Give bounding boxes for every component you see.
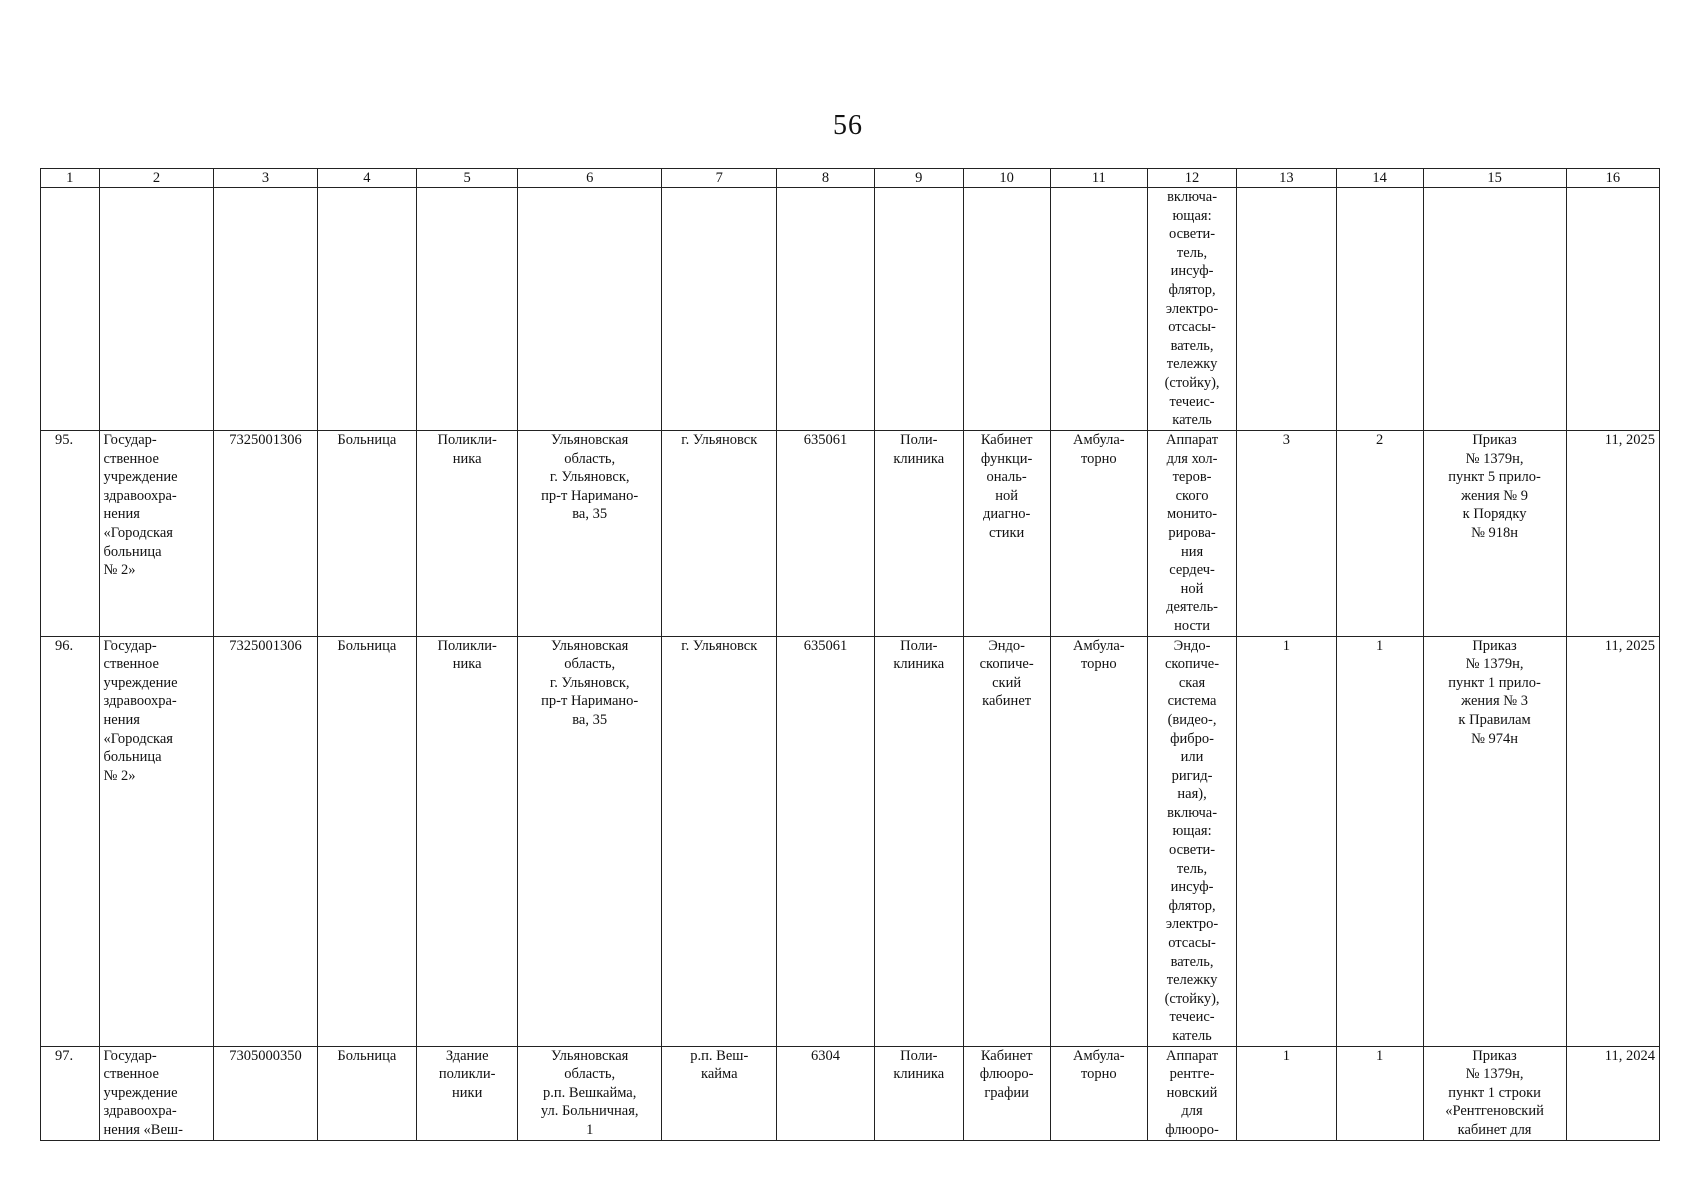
inn-cell: 7325001306 <box>229 637 302 654</box>
table-row-95 <box>41 431 1660 637</box>
inn-cell: 7305000350 <box>229 1047 302 1064</box>
code-cell: 635061 <box>803 432 848 448</box>
column-header: 5 <box>417 169 518 188</box>
row-number-cell: 95. <box>55 432 74 448</box>
column-header: 1 <box>41 169 100 188</box>
building-cell: Поликли- ника <box>437 432 497 467</box>
code-cell: 635061 <box>803 637 848 654</box>
legal-basis-cell: Приказ № 1379н, пункт 1 строки «Рентгеновский кабинет для <box>1445 1047 1544 1138</box>
column-header: 6 <box>518 169 662 188</box>
column-header: 15 <box>1423 169 1566 188</box>
row-number-cell: 96. <box>55 637 74 654</box>
locality-cell: г. Ульяновск <box>681 637 758 654</box>
building-cell: Здание поликли- ники <box>438 1047 496 1101</box>
quantity-required-cell: 3 <box>1282 432 1290 448</box>
institution-cell: Государ- ственное учреждение здравоохра- нения «Веш- <box>103 1047 183 1138</box>
column-header: 12 <box>1148 169 1237 188</box>
unit-cell: Поли- клиника <box>893 432 945 467</box>
term-cell: 11, 2025 <box>1604 432 1655 448</box>
building-cell: Поликли- ника <box>437 637 497 673</box>
table-row-continuation <box>41 188 1660 431</box>
column-header: 10 <box>963 169 1050 188</box>
table-row-97 <box>41 1046 1660 1140</box>
legal-basis-cell: Приказ № 1379н, пункт 1 прило- жения № 3 к Правилам № 974н <box>1448 637 1541 747</box>
institution-cell: Государ- ственное учреждение здравоохра- нения «Городская больница № 2» <box>103 637 178 784</box>
inn-cell: 7325001306 <box>229 432 302 448</box>
address-cell: Ульяновская область, г. Ульяновск, пр-т Наримано- ва, 35 <box>541 637 639 728</box>
address-cell: Ульяновская область, г. Ульяновск, пр-т Нариманo- ва, 35 <box>541 432 639 523</box>
column-header: 16 <box>1566 169 1659 188</box>
column-header: 13 <box>1237 169 1337 188</box>
legal-basis-cell: Приказ № 1379н, пункт 5 прило- жения № 9 к Порядку № 918н <box>1448 432 1541 541</box>
code-cell: 6304 <box>811 1047 841 1064</box>
facility-type-cell: Больница <box>337 637 397 654</box>
room-cell: Кабинет флюоро- графии <box>979 1047 1034 1101</box>
quantity-needed-cell: 2 <box>1376 432 1384 448</box>
equipment-cell: Аппарат для хол- теров- ского монито- рирова- ния сердеч- ной деятель- ности <box>1166 432 1219 634</box>
row-number-cell: 97. <box>55 1047 74 1064</box>
term-cell: 11, 2024 <box>1604 1047 1655 1064</box>
care-mode-cell: Амбула- торно <box>1073 1047 1125 1083</box>
column-header: 3 <box>214 169 317 188</box>
facility-type-cell: Больница <box>337 432 397 448</box>
quantity-required-cell: 1 <box>1282 637 1290 654</box>
equipment-cell: включа- ющая: освети- тель, инсуф- флятор, электро- отсасы- ватель, тележку (стойку), течеис- катель <box>1164 189 1220 429</box>
room-cell: Эндо- скопиче- ский кабинет <box>979 637 1034 710</box>
care-mode-cell: Амбула- торно <box>1073 637 1125 673</box>
column-header: 8 <box>777 169 875 188</box>
quantity-needed-cell: 1 <box>1376 637 1384 654</box>
locality-cell: р.п. Веш- кайма <box>690 1047 749 1083</box>
table-row-96 <box>41 636 1660 1046</box>
column-number-header-row <box>41 169 1660 188</box>
unit-cell: Поли- клиника <box>893 1047 945 1083</box>
column-header: 9 <box>874 169 963 188</box>
unit-cell: Поли- клиника <box>893 637 945 673</box>
address-cell: Ульяновская область, р.п. Вешкайма, ул. Больничная, 1 <box>540 1047 639 1138</box>
locality-cell: г. Ульяновск <box>681 432 758 448</box>
term-cell: 11, 2025 <box>1604 637 1655 654</box>
facility-type-cell: Больница <box>337 1047 397 1064</box>
equipment-table <box>40 168 1660 1141</box>
column-header: 14 <box>1336 169 1423 188</box>
column-header: 11 <box>1050 169 1148 188</box>
quantity-needed-cell: 1 <box>1376 1047 1384 1064</box>
column-header: 4 <box>317 169 417 188</box>
care-mode-cell: Амбула- торно <box>1073 432 1125 467</box>
equipment-cell: Аппарат рентге- новский для флюоро- <box>1165 1047 1219 1138</box>
page-number: 56 <box>833 110 863 141</box>
column-header: 2 <box>99 169 214 188</box>
quantity-required-cell: 1 <box>1282 1047 1290 1064</box>
equipment-cell: Эндо- скопиче- ская система (видео-, фибро- или ригид- ная), включа- ющая: освети- тель, инсуф- флятор, электро- отсасы- ватель, тележку (стойку), течеис- катель <box>1164 637 1220 1044</box>
room-cell: Кабинет функци- ональ- ной диагно- стики <box>980 432 1033 541</box>
institution-cell: Государ- ственное учреждение здравоохра- нения «Городская больница № 2» <box>103 432 178 579</box>
column-header: 7 <box>662 169 777 188</box>
